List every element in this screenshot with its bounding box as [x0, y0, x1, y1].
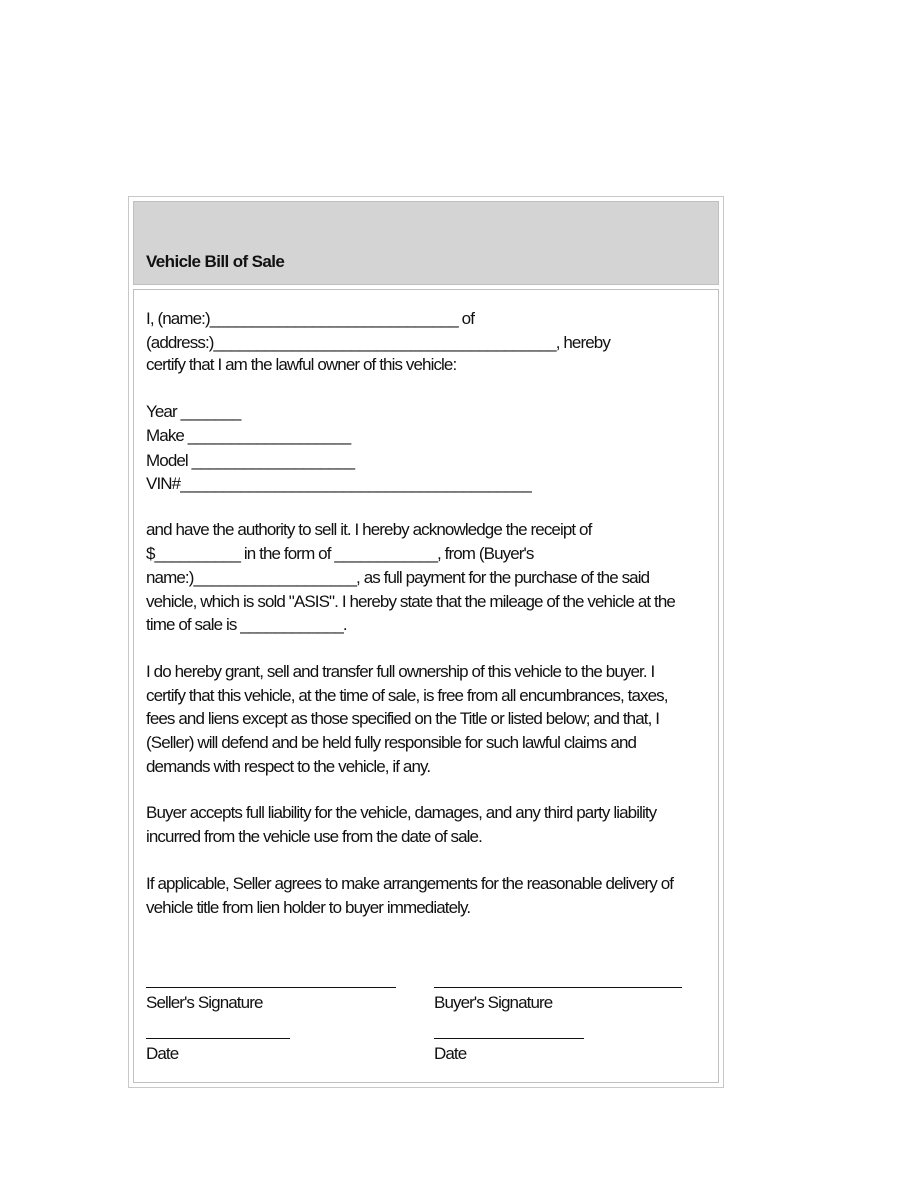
payment-line-4: vehicle, which is sold "ASIS". I hereby state that the mileage of the vehicle at the [146, 592, 675, 611]
seller-signature-line [146, 987, 396, 988]
owner-certify-line: certify that I am the lawful owner of this vehicle: [146, 355, 457, 374]
vehicle-year-field: Year _______ [146, 402, 241, 421]
liability-line-2: incurred from the vehicle use from the date of sale. [146, 827, 482, 846]
seller-signature-label: Seller's Signature [146, 993, 263, 1012]
buyer-date-label: Date [434, 1044, 467, 1063]
vehicle-vin-field: VIN#_________________________________________ [146, 474, 531, 493]
seller-date-line [146, 1038, 290, 1039]
owner-address-line: (address:)________________________________________, hereby [146, 333, 610, 352]
buyer-date-line [434, 1038, 584, 1039]
vehicle-model-field: Model ___________________ [146, 451, 355, 470]
liability-line-1: Buyer accepts full liability for the vehicle, damages, and any third party liability [146, 803, 657, 822]
transfer-line-4: (Seller) will defend and be held fully responsible for such lawful claims and [146, 733, 637, 752]
seller-date-label: Date [146, 1044, 179, 1063]
bill-of-sale-form [128, 196, 724, 1088]
vehicle-make-field: Make ___________________ [146, 426, 351, 445]
transfer-line-2: certify that this vehicle, at the time of sale, is free from all encumbrances, taxes, [146, 686, 668, 705]
buyer-signature-label: Buyer's Signature [434, 993, 553, 1012]
transfer-line-5: demands with respect to the vehicle, if any. [146, 757, 431, 776]
transfer-line-1: I do hereby grant, sell and transfer full ownership of this vehicle to the buyer. I [146, 662, 655, 681]
form-body [133, 289, 719, 1083]
payment-line-5: time of sale is ____________. [146, 615, 347, 634]
buyer-signature-line [434, 987, 682, 988]
payment-line-2: $__________ in the form of ____________, from (Buyer's [146, 544, 534, 563]
owner-name-line: I, (name:)_____________________________ of [146, 309, 475, 328]
form-title: Vehicle Bill of Sale [146, 252, 285, 271]
delivery-line-2: vehicle title from lien holder to buyer immediately. [146, 898, 471, 917]
payment-line-3: name:)___________________, as full payment for the purchase of the said [146, 568, 650, 587]
delivery-line-1: If applicable, Seller agrees to make arrangements for the reasonable delivery of [146, 874, 674, 893]
transfer-line-3: fees and liens except as those specified on the Title or listed below; and that, I [146, 709, 660, 728]
form-header [133, 201, 719, 285]
payment-line-1: and have the authority to sell it. I hereby acknowledge the receipt of [146, 520, 592, 539]
